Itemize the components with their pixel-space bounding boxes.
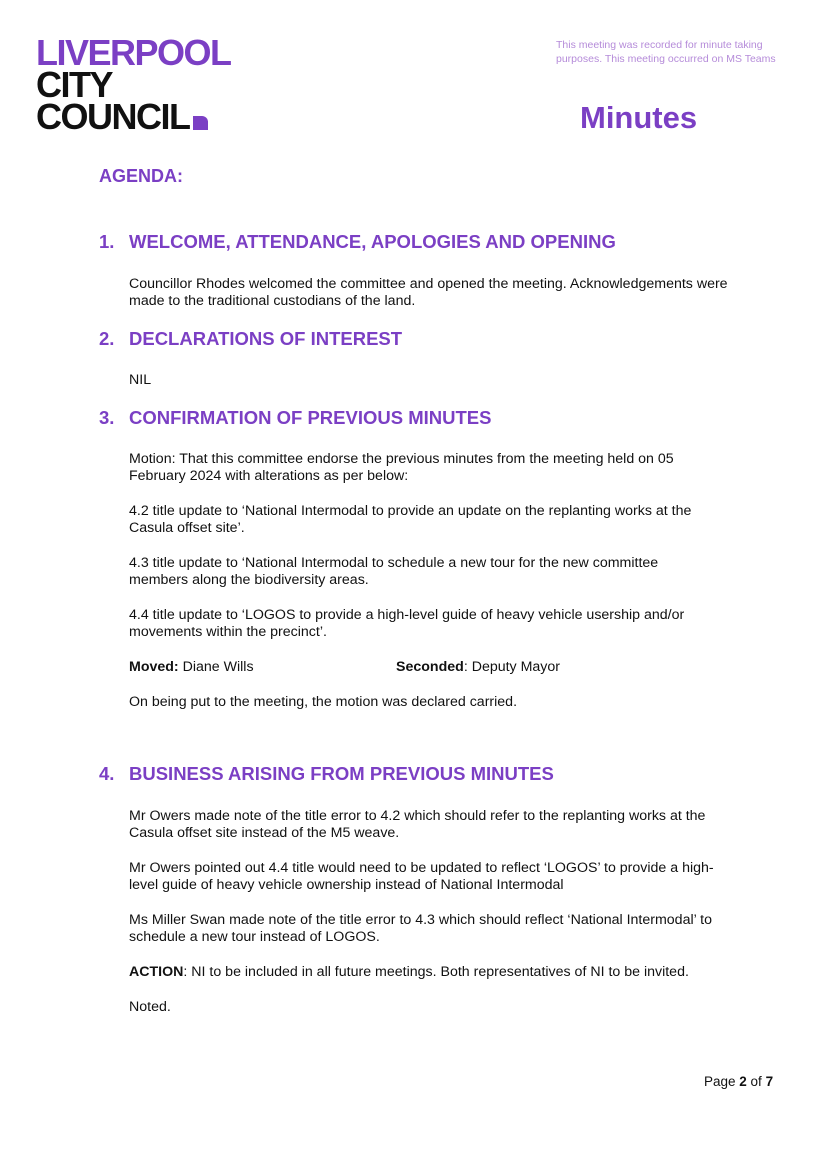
section-title: DECLARATIONS OF INTEREST: [129, 328, 403, 349]
seconded-label: Seconded: [396, 659, 464, 675]
section-4-heading: [99, 763, 554, 785]
business-paragraph-1: Mr Owers made note of the title error to 4.2 which should refer to the replanting works at the Casula offset site instead of the M5 weave.: [129, 808, 706, 841]
seconded-value: : Deputy Mayor: [463, 659, 561, 675]
section-1-heading: [99, 231, 616, 253]
business-paragraph-2: Mr Owers pointed out 4.4 title would need to be updated to reflect ‘LOGOS’ to provide a high-level guide of heavy vehicle ownership instead of National Intermodal: [129, 860, 714, 893]
logo-line-2: CITY: [36, 64, 113, 105]
amendment-4-2: 4.2 title update to ‘National Intermodal to provide an update on the replanting works at the Casula offset site’.: [129, 503, 692, 536]
moved-value: Diane Wills: [178, 659, 254, 675]
logo-mark-icon: [193, 116, 208, 130]
logo-line-3-text: COUNCIL: [36, 96, 190, 137]
moved-seconded-row: [129, 659, 749, 676]
seconded-block: [396, 659, 560, 676]
motion-outcome: On being put to the meeting, the motion was declared carried.: [129, 694, 518, 710]
motion-paragraph: Motion: That this committee endorse the previous minutes from the meeting held on 05 February 2024 with alterations as per below:: [129, 451, 674, 484]
section-title: BUSINESS ARISING FROM PREVIOUS MINUTES: [129, 763, 554, 784]
amendment-4-4: 4.4 title update to ‘LOGOS to provide a high-level guide of heavy vehicle usership and/or movements within the precinct’.: [129, 607, 685, 640]
section-title: WELCOME, ATTENDANCE, APOLOGIES AND OPENING: [129, 231, 616, 252]
document-title: Minutes: [580, 100, 698, 135]
action-label: ACTION: [129, 964, 184, 980]
amendment-4-3: 4.3 title update to ‘National Intermodal to schedule a new tour for the new committee members along the biodiversity areas.: [129, 555, 659, 588]
page-prefix: Page: [704, 1074, 740, 1089]
page-current: 2: [739, 1074, 747, 1089]
section-number: 4.: [99, 763, 115, 784]
section-2-heading: [99, 328, 402, 350]
recording-note: This meeting was recorded for minute taking purposes. This meeting occurred on MS Teams: [556, 39, 776, 65]
section-number: 1.: [99, 231, 115, 252]
section-3-heading: [99, 407, 491, 429]
section-title: CONFIRMATION OF PREVIOUS MINUTES: [129, 407, 492, 428]
page-middle: of: [746, 1074, 766, 1089]
action-item: [129, 964, 769, 981]
moved-label: Moved:: [129, 659, 179, 675]
business-paragraph-3: Ms Miller Swan made note of the title error to 4.3 which should reflect ‘National Intermodal’ to schedule a new tour instead of LOGOS.: [129, 912, 713, 945]
page-number: [704, 1074, 773, 1089]
section-number: 3.: [99, 407, 115, 428]
section-2-paragraph: NIL: [129, 372, 152, 388]
section-1-paragraph: Councillor Rhodes welcomed the committee and opened the meeting. Acknowledgements were made to the traditional custodians of the land.: [129, 276, 728, 309]
logo-line-1: LIVERPOOL: [36, 32, 231, 73]
page-total: 7: [765, 1074, 774, 1089]
noted-text: Noted.: [129, 999, 171, 1015]
logo-line-3: [36, 96, 231, 137]
section-number: 2.: [99, 328, 115, 349]
council-logo: [36, 32, 231, 137]
agenda-label: AGENDA:: [99, 166, 183, 186]
action-text: : NI to be included in all future meetings. Both representatives of NI to be invited.: [183, 964, 689, 980]
